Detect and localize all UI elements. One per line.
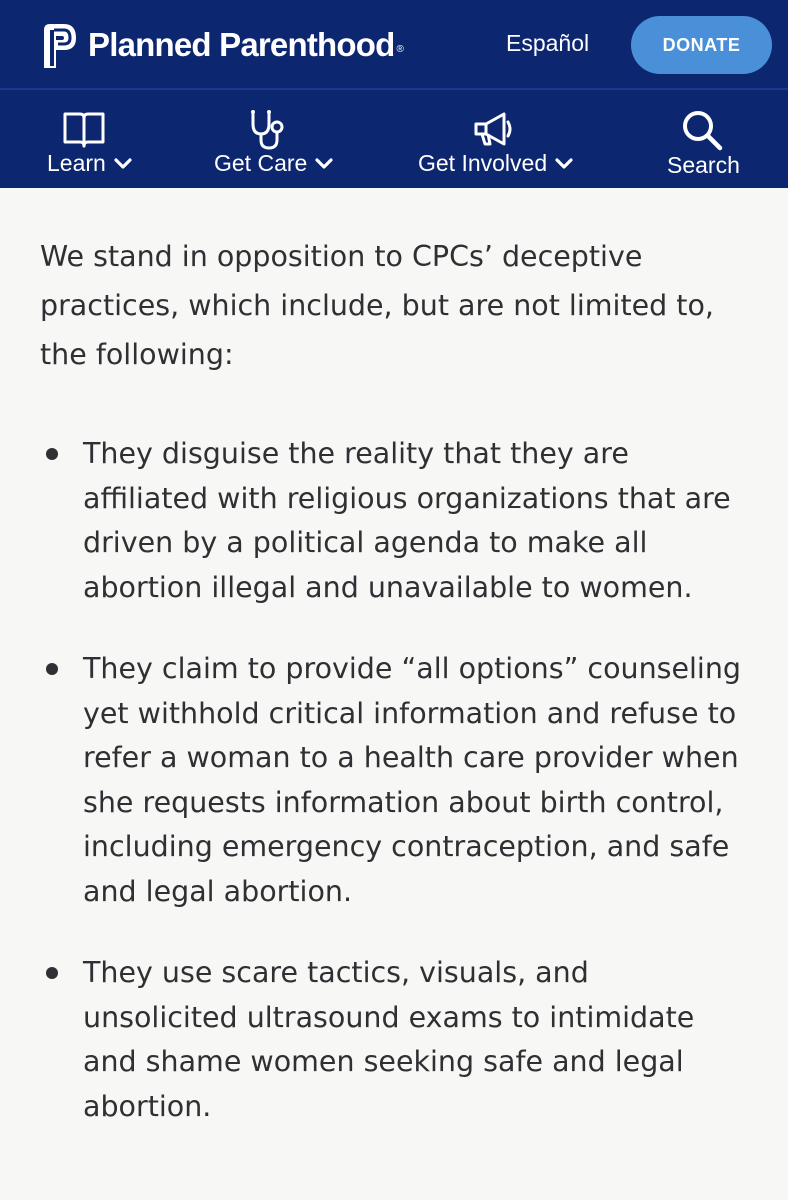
nav-item-search[interactable]: [664, 90, 748, 190]
nav-label-learn: Learn: [47, 150, 106, 176]
list-item: [40, 432, 748, 610]
chevron-down-icon: [555, 158, 573, 170]
list-item-text: They disguise the reality that they are affiliated with religious organizations that are driven by a political agenda to make all abortion illegal and unavailable to women.: [83, 437, 731, 604]
language-link-espanol[interactable]: Español: [506, 30, 590, 56]
bullet-dot: [46, 448, 58, 460]
donate-button[interactable]: DONATE: [631, 16, 772, 74]
nav-label-get-care: Get Care: [214, 150, 308, 176]
bullet-dot: [46, 967, 58, 979]
logo-mark-icon: [40, 20, 80, 70]
chevron-down-icon: [114, 158, 132, 170]
practices-list: [40, 432, 748, 1129]
nav-item-learn[interactable]: [44, 90, 144, 190]
book-icon: [62, 108, 106, 152]
main-nav: [0, 88, 788, 188]
article-body: [40, 232, 748, 1166]
nav-label-get-involved: Get Involved: [418, 150, 548, 176]
top-header: [0, 0, 788, 88]
bullet-dot: [46, 663, 58, 675]
list-item: [40, 951, 748, 1129]
nav-item-get-care[interactable]: [214, 90, 348, 190]
logo[interactable]: [40, 20, 404, 70]
nav-item-get-involved[interactable]: [418, 90, 598, 190]
list-item: [40, 647, 748, 914]
stethoscope-icon: [247, 108, 291, 152]
nav-label-search: Search: [667, 152, 740, 178]
logo-registered-mark: ®: [396, 43, 404, 55]
megaphone-icon: [472, 108, 516, 152]
intro-paragraph: We stand in opposition to CPCs’ deceptive practices, which include, but are not limited to, the following:: [40, 240, 714, 371]
list-item-text: They claim to provide “all options” counseling yet withhold critical information and refuse to refer a woman to a health care provider when she requests information about birth control, including emergency contraception, and safe and legal abortion.: [83, 652, 742, 908]
chevron-down-icon: [315, 158, 333, 170]
logo-text: Planned Parenthood: [88, 26, 395, 63]
search-icon: [680, 108, 724, 152]
list-item-text: They use scare tactics, visuals, and unsolicited ultrasound exams to intimidate and shame women seeking safe and legal abortion.: [83, 956, 695, 1123]
